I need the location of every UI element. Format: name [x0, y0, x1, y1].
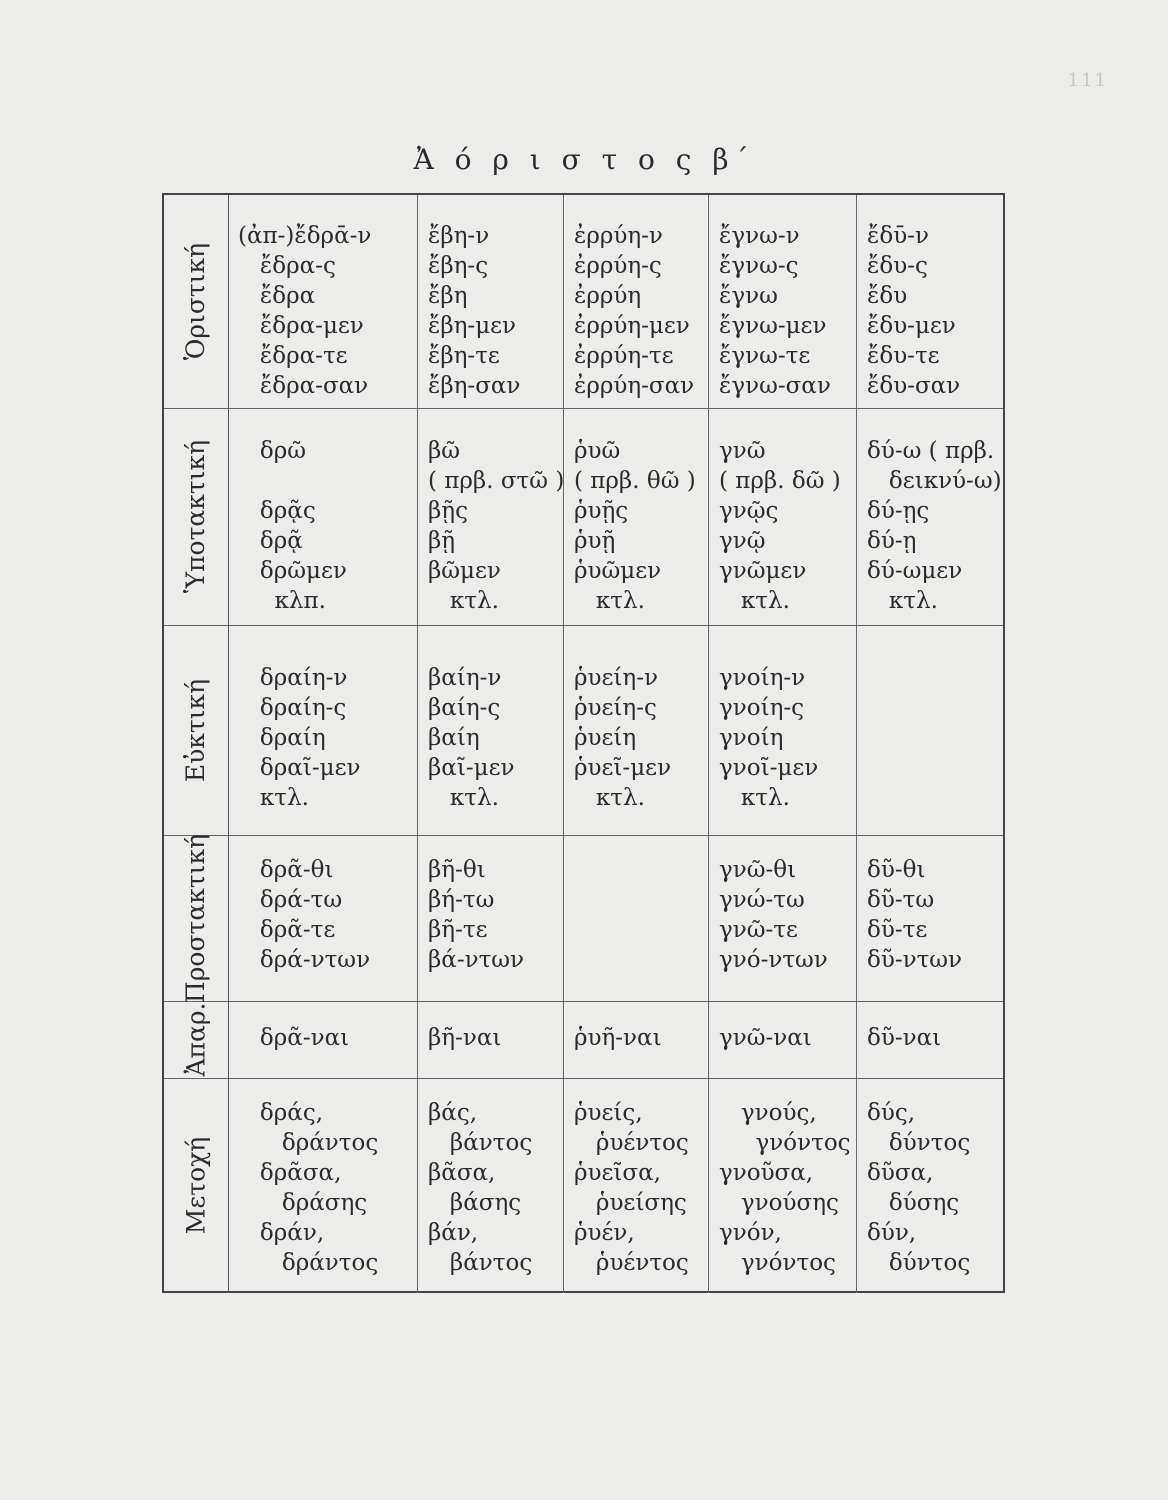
form-line: ῥυείη-ν	[574, 665, 658, 691]
table-cell	[418, 1001, 564, 1078]
form-line: βαίη-ς	[428, 695, 501, 721]
form-line: κτλ.	[867, 588, 938, 614]
form-line: βαίη	[428, 725, 480, 751]
form-line: γνό-ντων	[719, 947, 828, 973]
form-line: δραίη-ν	[238, 665, 348, 691]
form-line: ἔγνω-ς	[719, 253, 799, 279]
table-cell	[857, 195, 1003, 408]
form-line: δραίη-ς	[238, 695, 347, 721]
form-line: γνοίη-ν	[719, 665, 806, 691]
form-line: κτλ.	[719, 588, 790, 614]
form-line: βῶ	[428, 438, 461, 464]
table-cell	[564, 195, 709, 408]
conjugation-table	[162, 193, 1005, 1293]
form-line: δύ-ῃς	[867, 498, 930, 524]
form-line: ῥυέντος	[574, 1250, 689, 1276]
form-line: δῦ-τε	[867, 917, 928, 943]
form-line: δρᾶσα,	[238, 1160, 342, 1186]
row-label: Ὁριστική	[181, 242, 211, 361]
form-line: ἔβη-τε	[428, 343, 500, 369]
page-title: Ἀ ό ρ ι σ τ ο ς β΄	[413, 143, 755, 176]
form-line: δραίη	[238, 725, 326, 751]
form-line: ἔγνω-μεν	[719, 313, 827, 339]
table-cell	[709, 1001, 857, 1078]
form-line: δρᾶ-ναι	[238, 1025, 350, 1051]
table-cell	[857, 1078, 1003, 1293]
form-line: βαίη-ν	[428, 665, 502, 691]
form-line: ἔγνω-ν	[719, 223, 800, 249]
form-line: ῥυείσης	[574, 1190, 687, 1216]
row-label-cell	[164, 625, 229, 835]
form-line: δῦ-ναι	[867, 1025, 942, 1051]
form-line: ( πρβ. θῶ )	[574, 468, 696, 494]
form-line: δύσης	[867, 1190, 960, 1216]
table-cell	[228, 835, 418, 1001]
form-line: ἔβη-μεν	[428, 313, 517, 339]
table-cell	[564, 1078, 709, 1293]
row-label: Ἀπαρ.	[181, 1002, 211, 1077]
form-line: (ἀπ-)ἔδρᾱ-ν	[238, 223, 372, 249]
form-line: κτλ.	[428, 588, 499, 614]
table-cell	[418, 408, 564, 625]
form-line: ἐρρύη-σαν	[574, 373, 695, 399]
form-line: βῆ-θι	[428, 857, 486, 883]
form-line: γνοῖ-μεν	[719, 755, 819, 781]
table-cell	[418, 835, 564, 1001]
form-line: βάσης	[428, 1190, 522, 1216]
form-line: δρά-ντων	[238, 947, 371, 973]
row-label-cell	[164, 1078, 229, 1293]
row-label: Εὐκτική	[181, 678, 211, 782]
table-cell	[564, 625, 709, 835]
table-cell	[709, 625, 857, 835]
form-line: γνόντος	[719, 1130, 851, 1156]
form-line: δύς,	[867, 1100, 916, 1126]
row-label: Ὑποτακτική	[181, 439, 211, 594]
table-cell	[228, 1001, 418, 1078]
form-line: ῥυῆ-ναι	[574, 1025, 662, 1051]
form-line: ἔγνω-τε	[719, 343, 811, 369]
form-line: γνόντος	[719, 1250, 836, 1276]
page-number: 111	[1067, 70, 1108, 91]
row-subjunctive	[164, 408, 1003, 626]
form-line: ἔβη	[428, 283, 468, 309]
form-line: ἔδυ-σαν	[867, 373, 961, 399]
form-line: ἐρρύη-ν	[574, 223, 663, 249]
form-line: δρᾶ-τε	[238, 917, 336, 943]
form-line: δῦ-τω	[867, 887, 935, 913]
row-label: Προστακτική	[181, 833, 211, 1003]
form-line: ῥυῶμεν	[574, 558, 662, 584]
form-line: ἔβη-σαν	[428, 373, 521, 399]
table-cell	[228, 625, 418, 835]
form-line: ἔδρα-μεν	[238, 313, 364, 339]
form-line: γνόν,	[719, 1220, 782, 1246]
form-line: ῥυέν,	[574, 1220, 635, 1246]
row-label-cell	[164, 408, 229, 625]
form-line: κλπ.	[238, 588, 326, 614]
table-cell	[418, 1078, 564, 1293]
table-cell	[709, 195, 857, 408]
form-line: δρῶμεν	[238, 558, 347, 584]
table-cell	[564, 835, 709, 1001]
row-imperative	[164, 835, 1003, 1002]
form-line: δρᾷς	[238, 498, 316, 524]
form-line: γνῷ	[719, 528, 766, 554]
form-line: κτλ.	[238, 785, 309, 811]
form-line: δρᾷ	[238, 528, 303, 554]
form-line: δύντος	[867, 1250, 971, 1276]
form-line: ἐρρύη-ς	[574, 253, 662, 279]
form-line: δύν,	[867, 1220, 917, 1246]
form-line: ῥυῶ	[574, 438, 621, 464]
form-line: δραῖ-μεν	[238, 755, 361, 781]
form-line: βή-τω	[428, 887, 495, 913]
form-line: ἔδυ-μεν	[867, 313, 956, 339]
form-line: γνῶ	[719, 438, 766, 464]
form-line: γνούσης	[719, 1190, 839, 1216]
form-line: γνῶ-τε	[719, 917, 798, 943]
form-line: ( πρβ. δῶ )	[719, 468, 841, 494]
form-line: δύ-ῃ	[867, 528, 917, 554]
table-cell	[709, 1078, 857, 1293]
form-line: δεικνύ-ω)	[867, 468, 1002, 494]
table-cell	[228, 195, 418, 408]
row-label-cell	[164, 195, 229, 408]
form-line: ἔδρα-ς	[238, 253, 336, 279]
form-line: ῥυείη-ς	[574, 695, 657, 721]
form-line: γνῶ-θι	[719, 857, 797, 883]
table-cell	[228, 1078, 418, 1293]
form-line: ῥυῇ	[574, 528, 616, 554]
form-line: βῇς	[428, 498, 468, 524]
form-line: βαῖ-μεν	[428, 755, 515, 781]
table-cell	[418, 195, 564, 408]
form-line: δρῶ	[238, 438, 307, 464]
form-line: βᾶσα,	[428, 1160, 496, 1186]
form-line: κτλ.	[428, 785, 499, 811]
form-line: ἐρρύη-τε	[574, 343, 674, 369]
row-indicative	[164, 195, 1003, 409]
form-line: ἔβη-ν	[428, 223, 490, 249]
form-line: γνοίη	[719, 725, 784, 751]
form-line: δύ-ωμεν	[867, 558, 963, 584]
form-line: δῦ-θι	[867, 857, 926, 883]
form-line: ἔδῡ-ν	[867, 223, 929, 249]
form-line: γνῶ-ναι	[719, 1025, 812, 1051]
form-line: βῶμεν	[428, 558, 501, 584]
form-line: ἔδρα-τε	[238, 343, 348, 369]
form-line: βάντος	[428, 1130, 533, 1156]
form-line: ῥυεῖσα,	[574, 1160, 661, 1186]
form-line: ἔδρα-σαν	[238, 373, 369, 399]
form-line: βάντος	[428, 1250, 533, 1276]
row-infinitive	[164, 1001, 1003, 1079]
table-cell	[564, 408, 709, 625]
form-line: δράσης	[238, 1190, 368, 1216]
form-line: δύντος	[867, 1130, 971, 1156]
form-line: ἔβη-ς	[428, 253, 489, 279]
form-line: ( πρβ. στῶ )	[428, 468, 565, 494]
form-line: ἔδυ-ς	[867, 253, 928, 279]
form-line: βῇ	[428, 528, 456, 554]
form-line: κτλ.	[719, 785, 790, 811]
row-label-cell	[164, 1001, 229, 1078]
form-line: ῥυέντος	[574, 1130, 689, 1156]
form-line: δῦσα,	[867, 1160, 934, 1186]
row-label: Μετοχή	[181, 1136, 211, 1235]
form-line: ἐρρύη-μεν	[574, 313, 690, 339]
form-line: γνῶμεν	[719, 558, 807, 584]
form-line: δύ-ω ( πρβ.	[867, 438, 995, 464]
form-line: ἔδρα	[238, 283, 316, 309]
table-cell	[418, 625, 564, 835]
form-line: ῥυείς,	[574, 1100, 643, 1126]
table-cell	[857, 1001, 1003, 1078]
form-line: δῦ-ντων	[867, 947, 963, 973]
form-line: γνοίη-ς	[719, 695, 805, 721]
form-line: κτλ.	[574, 785, 645, 811]
form-line: γνούς,	[719, 1100, 817, 1126]
form-line: βάς,	[428, 1100, 478, 1126]
table-cell	[564, 1001, 709, 1078]
form-line: βῆ-ναι	[428, 1025, 502, 1051]
form-line: ἔδυ	[867, 283, 908, 309]
form-line: ἔγνω	[719, 283, 778, 309]
form-line: ῥυείη	[574, 725, 637, 751]
form-line: βῆ-τε	[428, 917, 488, 943]
row-optative	[164, 625, 1003, 836]
form-line: ἐρρύη	[574, 283, 642, 309]
table-cell	[709, 835, 857, 1001]
form-line: γνῷς	[719, 498, 779, 524]
form-line: ῥυεῖ-μεν	[574, 755, 672, 781]
form-line: ῥυῇς	[574, 498, 629, 524]
form-line: δρά-τω	[238, 887, 343, 913]
row-participle	[164, 1078, 1003, 1293]
form-line: ἔγνω-σαν	[719, 373, 831, 399]
form-line: κτλ.	[574, 588, 645, 614]
form-line: γνώ-τω	[719, 887, 805, 913]
table-cell	[857, 835, 1003, 1001]
form-line: δράς,	[238, 1100, 324, 1126]
form-line: γνοῦσα,	[719, 1160, 814, 1186]
form-line: δρᾶ-θι	[238, 857, 334, 883]
form-line	[238, 466, 417, 496]
row-label-cell	[164, 835, 229, 1001]
table-cell	[228, 408, 418, 625]
form-line: δράντος	[238, 1130, 379, 1156]
form-line: βά-ντων	[428, 947, 525, 973]
table-cell	[857, 625, 1003, 835]
form-line: ἔδυ-τε	[867, 343, 940, 369]
table-cell	[709, 408, 857, 625]
table-cell	[857, 408, 1003, 625]
form-line: δράντος	[238, 1250, 379, 1276]
form-line: βάν,	[428, 1220, 479, 1246]
form-line: δράν,	[238, 1220, 325, 1246]
